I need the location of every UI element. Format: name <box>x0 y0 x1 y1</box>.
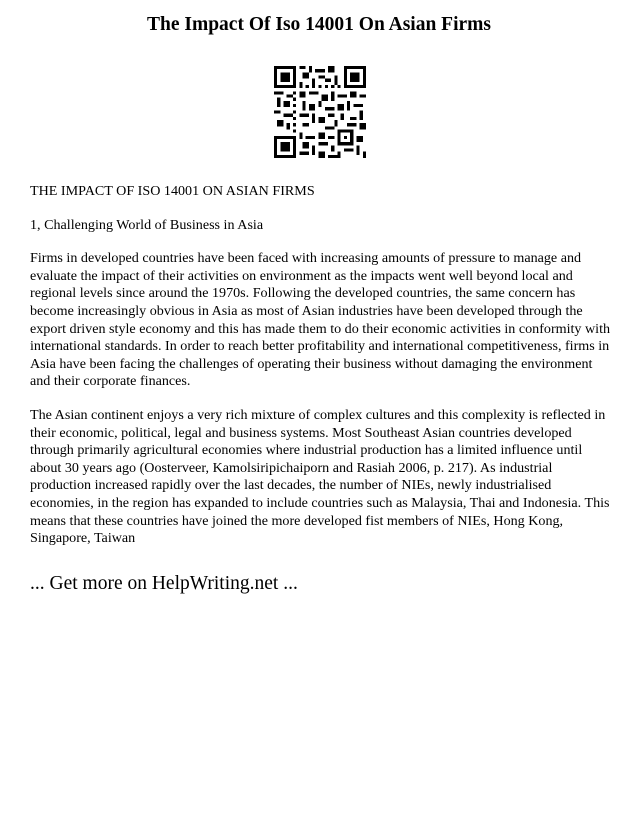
body-paragraph: Firms in developed countries have been faced with increasing amounts of pressure to manage and evaluate the impact of their activities on environment as the impacts went well beyond local and regional levels since around the 1970s. Following the developed countries, the same concern has become increasingly obvious in Asia as most of Asian industries have been developed through the export driven style economy and this has made them to do their economic activities in conformity with international standards. In order to reach better profitability and international competitiveness, firms in Asia have been facing the challenges of operating their business without damaging the environment and their corporate finances. <box>30 250 611 390</box>
section-heading: THE IMPACT OF ISO 14001 ON ASIAN FIRMS <box>30 183 315 199</box>
page-title: The Impact Of Iso 14001 On Asian Firms <box>147 14 491 35</box>
get-more-link[interactable]: ... Get more on HelpWriting.net ... <box>30 572 298 594</box>
body-paragraph: The Asian continent enjoys a very rich mixture of complex cultures and this complexity is reflected in their economic, political, legal and business systems. Most Southeast Asian countries developed through primarily agricultural economies where industrial production has a limited influence until about 30 years ago (Oosterveer, Kamolsiripichaiporn and Rasiah 2006, p. 217). As industrial production increased rapidly over the last decades, the number of NIEs, newly industrialised economies, in the region has expanded to include countries such as Malaysia, Thai and Indonesia. This means that these countries have joined the more developed fist members of NIEs, Hong Kong, Singapore, Taiwan <box>30 406 610 547</box>
section-subheading: 1, Challenging World of Business in Asia <box>30 216 264 233</box>
document-body <box>30 183 615 596</box>
qr-code-icon <box>274 66 366 158</box>
